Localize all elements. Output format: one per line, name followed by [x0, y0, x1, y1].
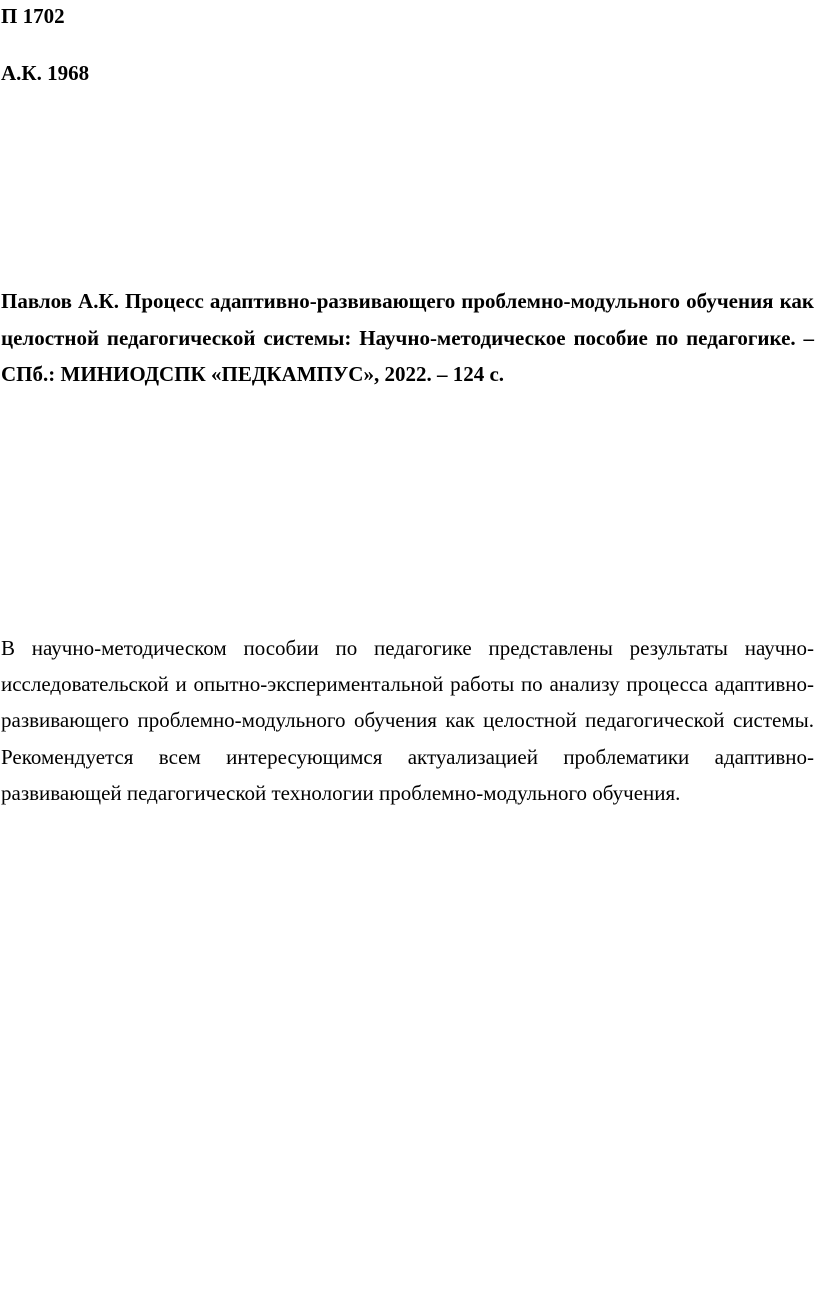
bibliographic-citation: Павлов А.К. Процесс адаптивно-развивающего проблемно-модульного обучения как целостной педагогической системы: Научно-методическое пособие по педагогике. – СПб.: МИНИОДСПК «ПЕДКАМПУС», 2022. – 124 с. — [1, 289, 814, 386]
author-mark: А.К. 1968 — [1, 61, 90, 85]
abstract-paragraph: В научно-методическом пособии по педагогике представлены результаты научно-исследовательской и опытно-экспериментальной работы по анализу процесса адаптивно-развивающего проблемно-модульного обучения как целостной педагогической системы. Рекомендуется всем интересующимся актуализацией проблематики адаптивно-развивающей педагогической технологии проблемно-модульного обучения. — [1, 636, 814, 805]
bbk-code: П 1702 — [1, 4, 65, 28]
